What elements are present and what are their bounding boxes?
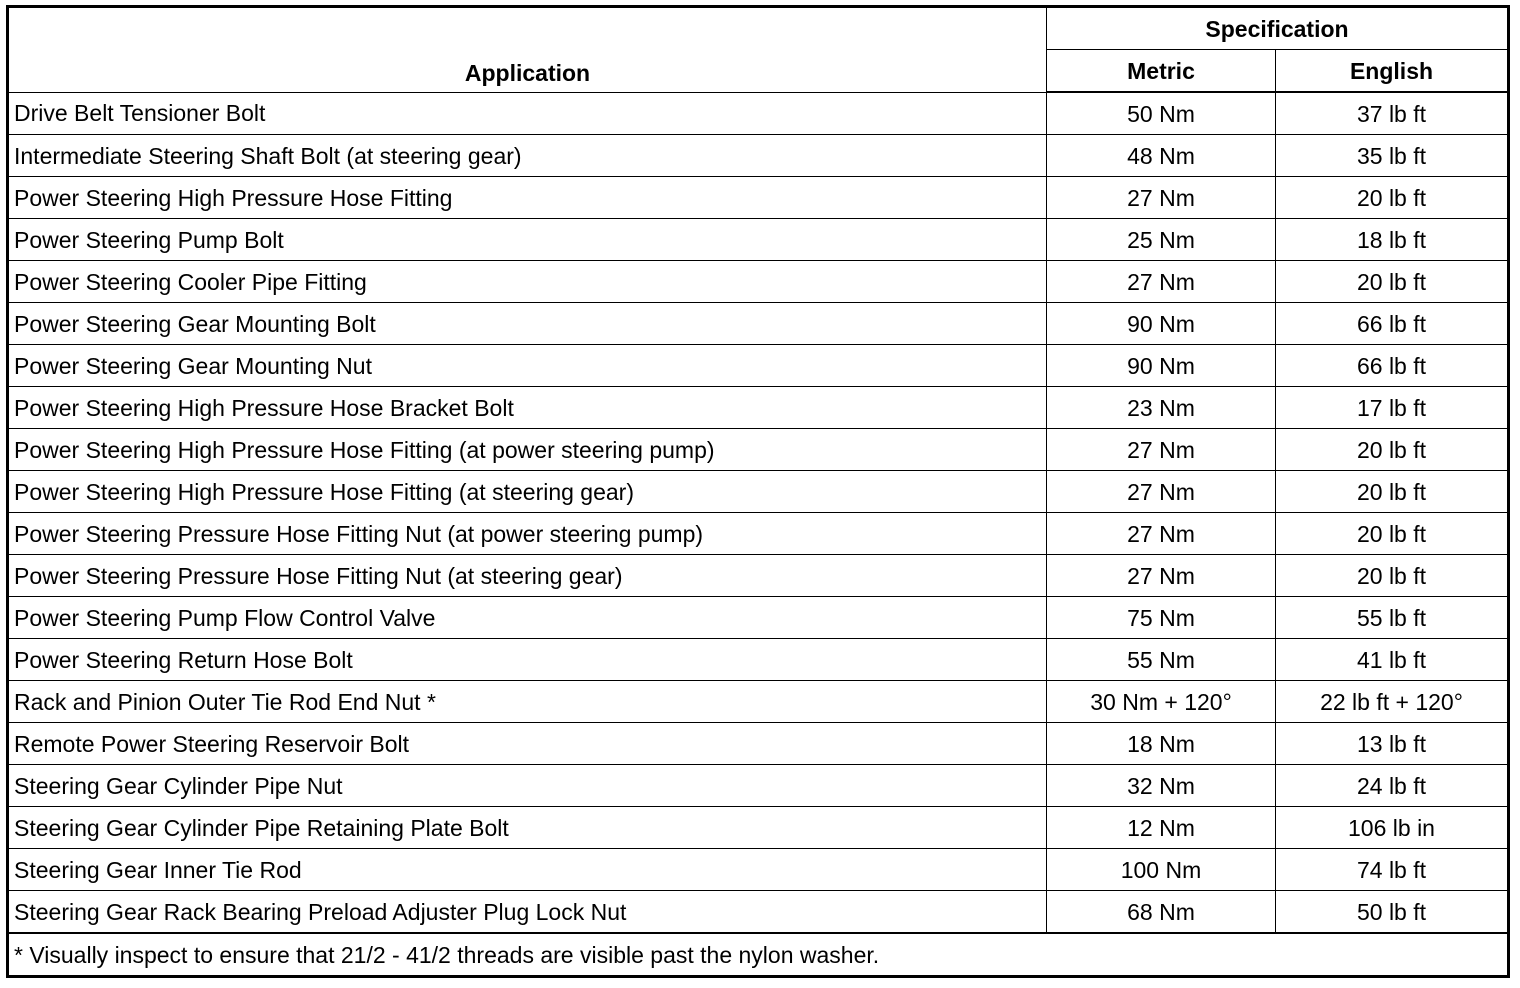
english-cell: 20 lb ft: [1276, 513, 1509, 555]
footnote-row: [8, 933, 1509, 977]
application-cell: Power Steering High Pressure Hose Fitting: [8, 177, 1047, 219]
metric-cell: 48 Nm: [1047, 135, 1276, 177]
application-cell: Power Steering High Pressure Hose Bracket Bolt: [8, 387, 1047, 429]
specification-header: Specification: [1047, 7, 1509, 50]
english-cell: 17 lb ft: [1276, 387, 1509, 429]
metric-cell: 12 Nm: [1047, 807, 1276, 849]
table-row: [8, 765, 1509, 807]
application-cell: Steering Gear Cylinder Pipe Nut: [8, 765, 1047, 807]
application-header: Application: [8, 7, 1047, 93]
application-cell: Steering Gear Rack Bearing Preload Adjuster Plug Lock Nut: [8, 891, 1047, 934]
application-cell: Power Steering Return Hose Bolt: [8, 639, 1047, 681]
english-cell: 20 lb ft: [1276, 555, 1509, 597]
english-cell: 106 lb in: [1276, 807, 1509, 849]
english-cell: 20 lb ft: [1276, 429, 1509, 471]
metric-cell: 68 Nm: [1047, 891, 1276, 934]
english-cell: 22 lb ft + 120°: [1276, 681, 1509, 723]
metric-cell: 27 Nm: [1047, 261, 1276, 303]
table-row: [8, 891, 1509, 934]
metric-cell: 32 Nm: [1047, 765, 1276, 807]
table-row: [8, 681, 1509, 723]
table-row: [8, 849, 1509, 891]
application-cell: Power Steering Gear Mounting Nut: [8, 345, 1047, 387]
metric-cell: 30 Nm + 120°: [1047, 681, 1276, 723]
metric-header: Metric: [1047, 50, 1276, 93]
application-cell: Steering Gear Cylinder Pipe Retaining Plate Bolt: [8, 807, 1047, 849]
metric-cell: 27 Nm: [1047, 513, 1276, 555]
table-row: [8, 639, 1509, 681]
metric-cell: 23 Nm: [1047, 387, 1276, 429]
application-cell: Power Steering High Pressure Hose Fitting (at steering gear): [8, 471, 1047, 513]
english-header: English: [1276, 50, 1509, 93]
table-row: [8, 471, 1509, 513]
metric-cell: 50 Nm: [1047, 92, 1276, 135]
application-cell: Steering Gear Inner Tie Rod: [8, 849, 1047, 891]
english-cell: 20 lb ft: [1276, 177, 1509, 219]
table-row: [8, 597, 1509, 639]
application-cell: Remote Power Steering Reservoir Bolt: [8, 723, 1047, 765]
application-cell: Rack and Pinion Outer Tie Rod End Nut *: [8, 681, 1047, 723]
metric-cell: 90 Nm: [1047, 303, 1276, 345]
application-cell: Power Steering Pump Bolt: [8, 219, 1047, 261]
application-cell: Power Steering High Pressure Hose Fitting (at power steering pump): [8, 429, 1047, 471]
metric-cell: 18 Nm: [1047, 723, 1276, 765]
metric-cell: 90 Nm: [1047, 345, 1276, 387]
english-cell: 35 lb ft: [1276, 135, 1509, 177]
metric-cell: 27 Nm: [1047, 177, 1276, 219]
fastener-torque-table: [6, 5, 1510, 978]
table-row: [8, 219, 1509, 261]
table-row: [8, 135, 1509, 177]
metric-cell: 27 Nm: [1047, 429, 1276, 471]
english-cell: 66 lb ft: [1276, 345, 1509, 387]
english-cell: 55 lb ft: [1276, 597, 1509, 639]
application-cell: Power Steering Pump Flow Control Valve: [8, 597, 1047, 639]
metric-cell: 100 Nm: [1047, 849, 1276, 891]
metric-cell: 75 Nm: [1047, 597, 1276, 639]
metric-cell: 27 Nm: [1047, 555, 1276, 597]
application-cell: Intermediate Steering Shaft Bolt (at steering gear): [8, 135, 1047, 177]
table-row: [8, 513, 1509, 555]
application-cell: Drive Belt Tensioner Bolt: [8, 92, 1047, 135]
english-cell: 18 lb ft: [1276, 219, 1509, 261]
metric-cell: 55 Nm: [1047, 639, 1276, 681]
table-row: [8, 387, 1509, 429]
footnote-text: * Visually inspect to ensure that 21/2 - 41/2 threads are visible past the nylon washer.: [8, 933, 1509, 977]
metric-cell: 27 Nm: [1047, 471, 1276, 513]
english-cell: 37 lb ft: [1276, 92, 1509, 135]
application-cell: Power Steering Cooler Pipe Fitting: [8, 261, 1047, 303]
english-cell: 50 lb ft: [1276, 891, 1509, 934]
english-cell: 74 lb ft: [1276, 849, 1509, 891]
table-row: [8, 723, 1509, 765]
application-cell: Power Steering Pressure Hose Fitting Nut (at steering gear): [8, 555, 1047, 597]
header-row-top: [8, 7, 1509, 50]
english-cell: 41 lb ft: [1276, 639, 1509, 681]
english-cell: 20 lb ft: [1276, 471, 1509, 513]
table-row: [8, 261, 1509, 303]
table-row: [8, 345, 1509, 387]
application-cell: Power Steering Pressure Hose Fitting Nut (at power steering pump): [8, 513, 1047, 555]
table-row: [8, 807, 1509, 849]
table-row: [8, 177, 1509, 219]
application-cell: Power Steering Gear Mounting Bolt: [8, 303, 1047, 345]
table-row: [8, 92, 1509, 135]
metric-cell: 25 Nm: [1047, 219, 1276, 261]
english-cell: 20 lb ft: [1276, 261, 1509, 303]
english-cell: 24 lb ft: [1276, 765, 1509, 807]
table-row: [8, 555, 1509, 597]
english-cell: 13 lb ft: [1276, 723, 1509, 765]
english-cell: 66 lb ft: [1276, 303, 1509, 345]
table-row: [8, 429, 1509, 471]
table-row: [8, 303, 1509, 345]
